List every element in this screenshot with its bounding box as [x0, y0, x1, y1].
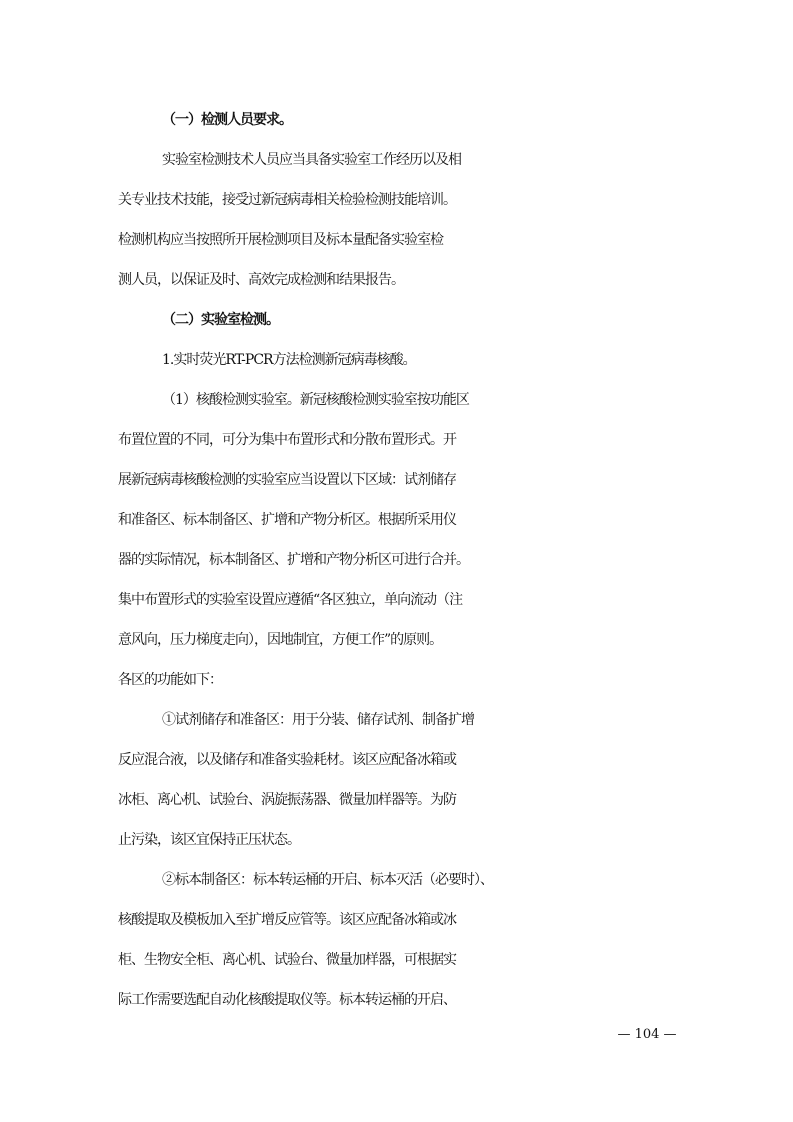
- section-heading-1: （一）检测人员要求。: [162, 112, 292, 128]
- paragraph-line: 测人员，以保证及时、高效完成检测和结果报告。: [118, 272, 404, 288]
- paragraph-line: 各区的功能如下：: [118, 672, 222, 688]
- paragraph-line: 布置位置的不同，可分为集中布置形式和分散布置形式。开: [118, 432, 456, 448]
- paragraph-line: 核酸提取及模板加入至扩增反应管等。该区应配备冰箱或冰: [118, 912, 456, 928]
- paragraph-line: ②标本制备区：标本转运桶的开启、标本灭活（必要时）、: [162, 872, 493, 888]
- paragraph-line: 止污染，该区宜保持正压状态。: [118, 832, 300, 848]
- paragraph-line: 冰柜、离心机、试验台、涡旋振荡器、微量加样器等。为防: [118, 792, 456, 808]
- paragraph-line: 意风向，压力梯度走向），因地制宜，方便工作”的原则。: [118, 632, 443, 648]
- paragraph-line: 柜、生物安全柜、离心机、试验台、微量加样器，可根据实: [118, 952, 456, 968]
- paragraph-line: （1）核酸检测实验室。新冠核酸检测实验室按功能区: [162, 392, 469, 408]
- paragraph-line: 集中布置形式的实验室设置应遵循“各区独立，单向流动（注: [118, 592, 463, 608]
- subsection-heading: 1.实时荧光RT-PCR方法检测新冠病毒核酸。: [162, 352, 416, 368]
- paragraph-line: ①试剂储存和准备区：用于分装、储存试剂、制备扩增: [162, 712, 474, 728]
- paragraph-line: 检测机构应当按照所开展检测项目及标本量配备实验室检: [118, 232, 443, 248]
- paragraph-line: 实验室检测技术人员应当具备实验室工作经历以及相: [162, 152, 461, 168]
- paragraph-line: 和准备区、标本制备区、扩增和产物分析区。根据所采用仪: [118, 512, 456, 528]
- paragraph-line: 反应混合液，以及储存和准备实验耗材。该区应配备冰箱或: [118, 752, 456, 768]
- paragraph-line: 关专业技术技能，接受过新冠病毒相关检验检测技能培训。: [118, 192, 456, 208]
- page-number: — 104 —: [617, 1027, 677, 1042]
- paragraph-line: 器的实际情况，标本制备区、扩增和产物分析区可进行合并。: [118, 552, 469, 568]
- section-heading-2: （二）实验室检测。: [162, 312, 279, 328]
- paragraph-line: 展新冠病毒核酸检测的实验室应当设置以下区域：试剂储存: [118, 472, 456, 488]
- paragraph-line: 际工作需要选配自动化核酸提取仪等。标本转运桶的开启、: [118, 992, 456, 1008]
